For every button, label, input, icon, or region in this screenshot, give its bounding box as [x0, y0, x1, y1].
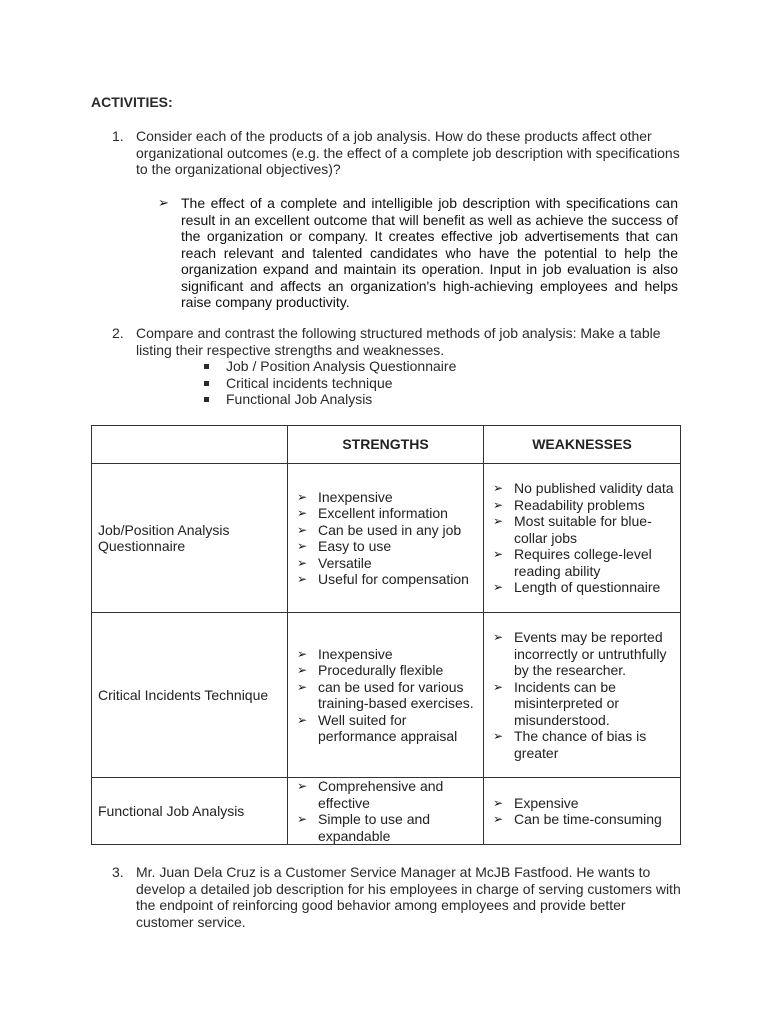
weaknesses-cell — [484, 613, 681, 778]
list-item: ➢ Requires college-level reading ability — [493, 546, 652, 579]
arrow-bullet-icon: ➢ — [297, 679, 308, 694]
list-item: Functional Job Analysis — [226, 391, 456, 408]
list-item: ➢ Inexpensive — [297, 645, 393, 662]
arrow-bullet-icon: ➢ — [493, 481, 504, 496]
arrow-bullet-icon: ➢ — [297, 646, 308, 661]
square-bullet-icon — [204, 364, 209, 369]
strengths-cell — [288, 613, 484, 778]
arrow-bullet-icon: ➢ — [297, 555, 308, 570]
arrow-bullet-icon: ➢ — [493, 580, 504, 595]
list-item: ➢ The chance of bias is greater — [493, 728, 647, 761]
arrow-bullet-icon: ➢ — [493, 497, 504, 512]
activities-heading: ACTIVITIES: — [91, 94, 173, 110]
square-bullet-icon — [204, 381, 209, 386]
list-item: ➢ Most suitable for blue-collar jobs — [493, 513, 652, 546]
list-item: ➢ Comprehensive and effective — [297, 778, 444, 811]
table-row — [92, 613, 681, 778]
arrow-bullet-icon: ➢ — [297, 506, 308, 520]
q2-number: 2. — [112, 325, 124, 341]
arrow-bullet-icon: ➢ — [297, 779, 308, 793]
list-item: ➢ Length of questionnaire — [493, 579, 661, 596]
list-item: ➢ No published validity data — [493, 480, 674, 497]
strengths-cell — [288, 464, 484, 613]
q3-number: 3. — [112, 864, 124, 880]
arrow-bullet-icon: ➢ — [493, 630, 504, 644]
arrow-bullet-icon: ➢ — [297, 489, 308, 504]
arrow-bullet-icon: ➢ — [297, 812, 308, 826]
q1-number: 1. — [112, 128, 124, 144]
weaknesses-cell — [484, 464, 681, 613]
header-weaknesses: WEAKNESSES — [484, 426, 681, 464]
arrow-bullet-icon: ➢ — [493, 514, 504, 529]
arrow-bullet-icon: ➢ — [493, 812, 504, 826]
row-label: Critical Incidents Technique — [92, 613, 288, 778]
list-item: ➢ Well suited for performance appraisal — [297, 711, 458, 744]
list-item: ➢ Useful for compensation — [297, 571, 469, 587]
arrow-bullet-icon: ➢ — [297, 712, 308, 727]
list-item: ➢ Expensive — [493, 794, 579, 811]
arrow-bullet-icon: ➢ — [297, 522, 308, 537]
header-empty-cell — [92, 426, 288, 464]
table-header-row — [92, 426, 681, 464]
table-row — [92, 778, 681, 845]
list-item: Job / Position Analysis Questionnaire — [226, 358, 456, 375]
row-label: Functional Job Analysis — [92, 778, 288, 845]
q3-text: Mr. Juan Dela Cruz is a Customer Service Manager at McJB Fastfood. He wants to develop a detailed job description for his employees in charge of serving customers with the endpoint of reinforcing good behavior among employees and provide better customer service. — [136, 864, 681, 930]
list-item: ➢ Procedurally flexible — [297, 662, 444, 678]
list-item: ➢ Easy to use — [297, 538, 392, 554]
q2-text: Compare and contrast the following structured methods of job analysis: Make a table listing their respective strengths and weaknesses. — [136, 325, 661, 358]
square-bullet-icon — [204, 397, 209, 402]
arrow-bullet-icon: ➢ — [158, 195, 169, 210]
list-item: ➢ Can be time-consuming — [493, 811, 662, 827]
strengths-cell — [288, 778, 484, 845]
table-row — [92, 464, 681, 613]
arrow-bullet-icon: ➢ — [297, 572, 308, 586]
arrow-bullet-icon: ➢ — [493, 729, 504, 743]
arrow-bullet-icon: ➢ — [493, 795, 504, 810]
arrow-bullet-icon: ➢ — [297, 663, 308, 677]
list-item: ➢ Incidents can be misinterpreted or misunderstood. — [493, 678, 620, 728]
comparison-table — [91, 425, 681, 845]
list-item: Critical incidents technique — [226, 375, 456, 392]
q1-text: Consider each of the products of a job analysis. How do these products affect other organizational outcomes (e.g. the effect of a complete job description with specifications to the organizational objectives)? — [136, 128, 680, 177]
list-item: ➢ Inexpensive — [297, 488, 393, 505]
q1-answer: The effect of a complete and intelligible job description with specifications can result in an excellent outcome that will benefit as well as achieve the success of the organization or company. It creates effective job advertisements that can reach relevant and talented candidates who have the potential to help the organization expand and maintain its operation. Input in job evaluation is also significant and affects an organization's high-achieving employees and helps raise company productivity. — [181, 195, 678, 310]
row-label: Job/Position Analysis Questionnaire — [92, 464, 288, 613]
list-item: ➢ can be used for various training-based exercises. — [297, 678, 474, 711]
list-item: ➢ Excellent information — [297, 505, 448, 521]
arrow-bullet-icon: ➢ — [493, 547, 504, 562]
list-item: ➢ Events may be reported incorrectly or untruthfully by the researcher. — [493, 629, 667, 678]
list-item: ➢ Versatile — [297, 554, 372, 571]
arrow-bullet-icon: ➢ — [297, 539, 308, 553]
list-item: ➢ Simple to use and expandable — [297, 811, 431, 844]
arrow-bullet-icon: ➢ — [493, 679, 504, 694]
header-strengths: STRENGTHS — [288, 426, 484, 464]
weaknesses-cell — [484, 778, 681, 845]
q2-method-list — [226, 358, 456, 408]
list-item: ➢ Readability problems — [493, 496, 645, 513]
list-item: ➢ Can be used in any job — [297, 521, 462, 538]
